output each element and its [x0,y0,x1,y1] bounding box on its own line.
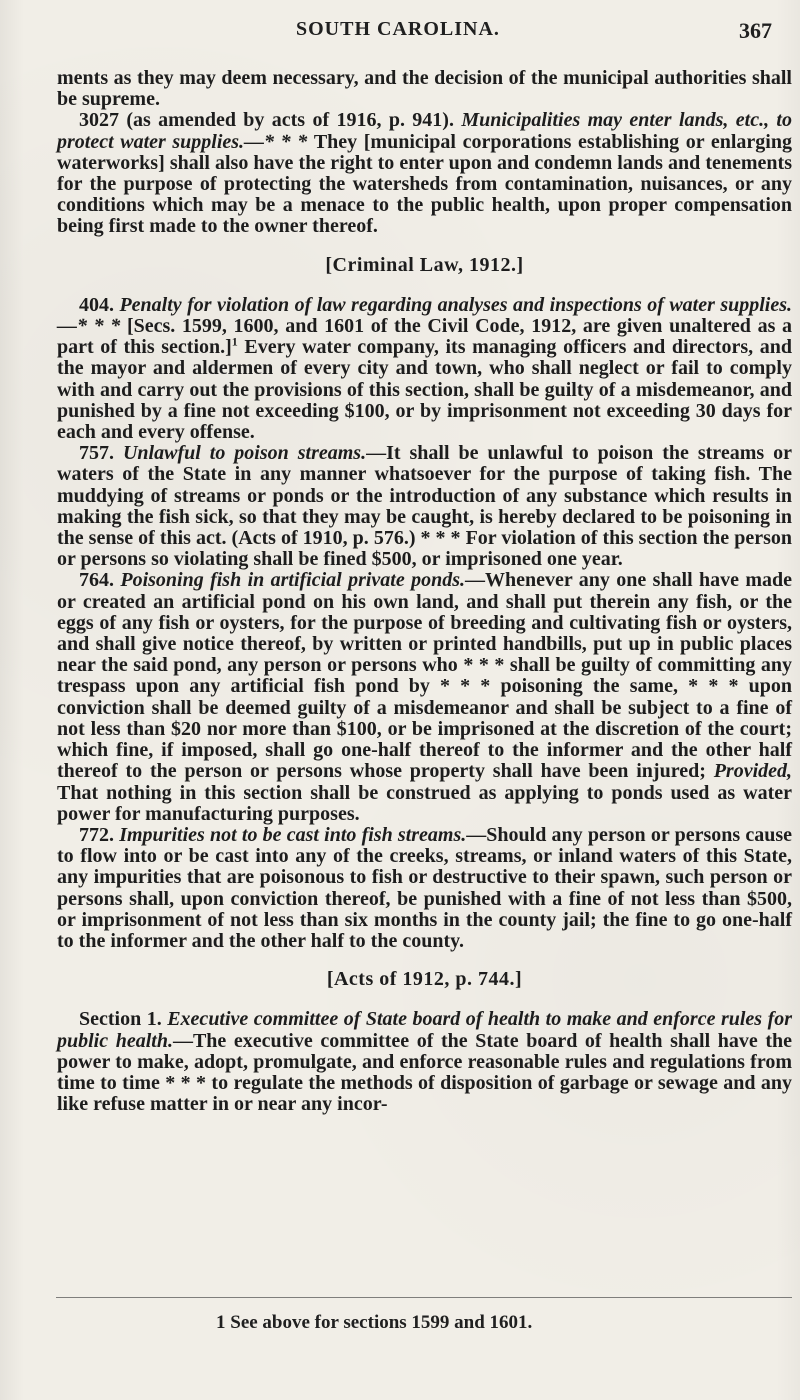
section-text: —It shall be unlawful to poison the streams or waters of the State in any manner whatsoever for the purpose of taking fish. The muddying of streams or ponds or the introduction of any substance which results in making the fish sick, so that they may be caught, is hereby declared to be poisoning in the sense of this act. (Acts of 1910, p. 576.) * * * For violation of this section the person or persons so violating shall be fined $500, or imprisoned one year. [57,442,792,571]
section-text-continued: That nothing in this section shall be construed as applying to ponds used as water power for manufacturing purposes. [57,781,792,825]
section-772 [57,825,792,952]
section-title: Municipalities may enter lands, etc., to protect water supplies.—* * * [57,109,792,153]
paragraph-text: ments as they may deem necessary, and the decision of the municipal authorities shall be supreme. [57,67,792,111]
section-text: —Should any person or persons cause to flow into or be cast into any of the creeks, streams, or inland waters of this State, any impurities that are poisonous to fish or destructive to their spawn, such person or persons shall, upon conviction thereof, be punished with a fine of not less than $500, or imprisonment of not less than six months in the county jail; the fine to go one-half to the informer and the other half to the county. [57,823,793,952]
criminal-law-heading: [Criminal Law, 1912.] [325,253,524,276]
acts-1912-heading: [Acts of 1912, p. 744.] [326,968,523,991]
paragraph-continuation [57,68,792,110]
section-text: —The executive committee of the State board of health shall have the power to make, adopt, promulgate, and enforce reasonable rules and regulations from time to time * * * to regulate the methods of disposition of garbage or sewage and any like refuse matter in or near any incor- [57,1029,792,1116]
section-1 [57,1009,792,1115]
section-number: Section 1. [79,1008,168,1031]
section-number: 764. [79,569,121,592]
section-title: Penalty for violation of law regarding analyses and inspections of water supplies.—* * * [57,293,793,338]
section-text: They [municipal corporations establishing or enlarging waterworks] shall also have the right to enter upon and condemn lands and tenements for the purpose of protecting the watersheds from contamination, nuisances, or any conditions which may be a menace to the public health, upon proper compensation being first made to the owner thereof. [57,130,792,238]
footnote-reference: 1 [231,334,238,349]
footnote-divider [56,1297,792,1298]
section-title: Unlawful to poison streams. [122,442,367,465]
section-text-continued: Every water company, its managing officers and directors, and the mayor and aldermen of every city and town, who shall neglect or fail to comply with and carry out the provisions of this section, shall be guilty of a misdemeanor, and punished by a fine not exceeding $100, or by imprisonment not exceeding 30 days for each and every offense. [57,336,792,444]
section-text: [Secs. 1599, 1600, and 1601 of the Civil Code, 1912, are given unaltered as a part of this section.] [57,315,793,359]
footnote: 1 See above for sections 1599 and 1601. [216,1312,533,1333]
page-number: 367 [739,18,772,43]
running-head: SOUTH CAROLINA. [296,18,500,40]
section-764 [57,570,792,824]
section-title: Poisoning fish in artificial private ponds. [120,569,466,592]
section-number: 772. [79,823,120,846]
page-header [0,18,800,52]
section-757 [57,443,792,570]
provided-clause: Provided, [713,760,792,783]
section-title: Executive committee of State board of health to make and enforce rules for public health. [57,1008,793,1052]
section-title: Impurities not to be cast into fish streams. [119,823,467,846]
section-number: 3027 (as amended by acts of 1916, p. 941). [79,109,454,132]
section-text: —Whenever any one shall have made or created an artificial pond on his own land, and shall put therein any fish, or the eggs of any fish or oysters, for the purpose of breeding and cultivating fish or oysters, and shall give notice thereof, by written or printed handbills, put up in public places near the said pond, any person or persons who * * * shall be guilty of committing any trespass upon any artificial fish pond by * * * poisoning the same, * * * upon conviction shall be deemed guilty of a misdemeanor and shall be subject to a fine of not less than $20 nor more than $100, or be imprisoned at the discretion of the court; which fine, if imposed, shall go one-half thereof to the informer and the other half thereof to the person or persons whose property shall have been injured; [57,569,793,783]
section-3027 [57,110,792,237]
section-number: 757. [79,442,123,465]
section-number: 404. [79,293,120,316]
main-text [57,68,792,1115]
section-404 [57,295,792,443]
